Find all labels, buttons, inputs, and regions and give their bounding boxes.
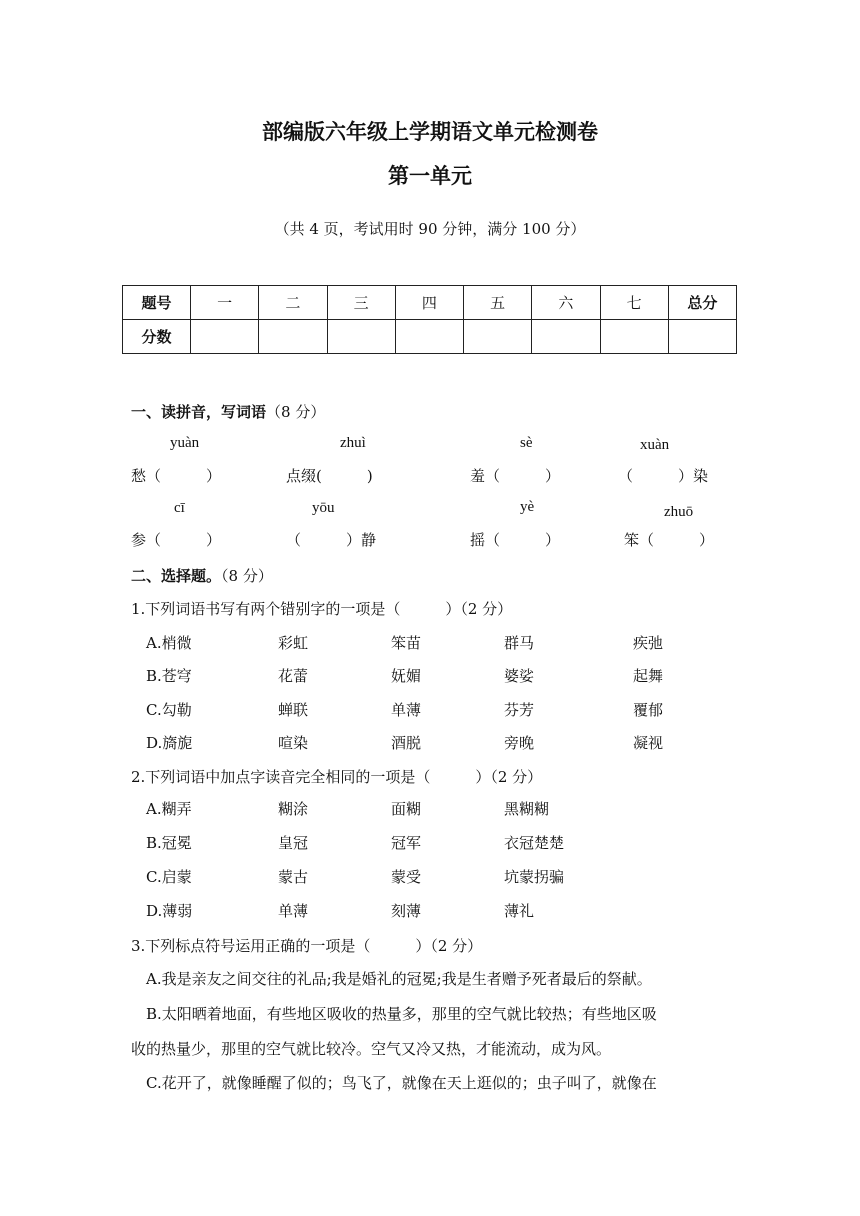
option-word: 妩媚	[391, 667, 422, 685]
word-blank: 参（ ）	[131, 531, 222, 549]
option-word: 酒脱	[391, 734, 422, 752]
word-blank: 摇（ ）	[470, 531, 561, 549]
option-word: B.冠冕	[146, 834, 192, 852]
score-table-cell	[395, 320, 463, 354]
option-word: 疾弛	[633, 634, 664, 652]
exam-title: 部编版六年级上学期语文单元检测卷	[262, 120, 598, 144]
section-2-points: （8 分）	[221, 567, 273, 585]
question-3-option-b-cont: 收的热量少，那里的空气就比较冷。空气又冷又热，才能流动，成为风。	[131, 1040, 612, 1058]
pinyin-label: yè	[520, 499, 535, 515]
question-3-stem: 3.下列标点符号运用正确的一项是（ ）（2 分）	[131, 937, 483, 955]
word-blank: 点缀( )	[286, 467, 373, 485]
section-2-heading	[131, 565, 273, 586]
question-3-option-a: A.我是亲友之间交往的礼品;我是婚礼的冠冕;我是生者赠予死者最后的祭献。	[146, 970, 652, 988]
option-word: C.勾勒	[146, 701, 192, 719]
option-word: 笨苗	[391, 634, 422, 652]
word-blank: 愁（ ）	[131, 467, 222, 485]
score-table-cell	[668, 320, 736, 354]
score-table-cell: 总分	[668, 286, 736, 320]
pinyin-label: yōu	[312, 500, 335, 516]
option-word: 黑糊糊	[504, 800, 550, 818]
score-table-cell: 四	[395, 286, 463, 320]
section-1-points: （8 分）	[266, 403, 326, 421]
exam-note: （共 4 页，考试用时 90 分钟，满分 100 分）	[274, 220, 586, 238]
score-table-header-row	[123, 286, 737, 320]
score-table-cell: 七	[600, 286, 668, 320]
pinyin-label: yuàn	[170, 435, 200, 451]
question-3-option-c: C.花开了，就像睡醒了似的；鸟飞了，就像在天上逛似的；虫子叫了，就像在	[146, 1074, 657, 1092]
score-table-cell	[259, 320, 327, 354]
option-word: 群马	[504, 634, 535, 652]
question-1-stem: 1.下列词语书写有两个错别字的一项是（ ）（2 分）	[131, 600, 513, 618]
score-table-cell	[532, 320, 600, 354]
option-word: 单薄	[278, 902, 309, 920]
option-word: 薄礼	[504, 902, 535, 920]
option-word: B.苍穹	[146, 667, 192, 685]
section-1-heading	[131, 401, 325, 422]
option-word: 覆郁	[633, 701, 664, 719]
option-word: 起舞	[633, 667, 664, 685]
option-word: 凝视	[633, 734, 664, 752]
score-table-cell	[464, 320, 532, 354]
option-word: 芬芳	[504, 701, 535, 719]
option-word: 蒙古	[278, 868, 309, 886]
option-word: 皇冠	[278, 834, 309, 852]
option-word: A.糊弄	[146, 800, 192, 818]
score-table-cell: 二	[259, 286, 327, 320]
option-word: D.旖旎	[146, 734, 193, 752]
question-2-stem: 2.下列词语中加点字读音完全相同的一项是（ ）（2 分）	[131, 768, 543, 786]
score-table-cell: 一	[191, 286, 259, 320]
option-word: D.薄弱	[146, 902, 193, 920]
score-table-cell: 六	[532, 286, 600, 320]
option-word: 旁晚	[504, 734, 535, 752]
option-word: A.梢微	[146, 634, 192, 652]
score-table-cell	[191, 320, 259, 354]
option-word: 坑蒙拐骗	[504, 868, 565, 886]
pinyin-label: zhuì	[340, 435, 366, 451]
option-word: 喧染	[278, 734, 309, 752]
section-1-title: 一、读拼音，写词语	[131, 403, 267, 421]
option-word: 婆娑	[504, 667, 535, 685]
option-word: 刻薄	[391, 902, 422, 920]
option-word: 花蕾	[278, 667, 309, 685]
option-word: C.启蒙	[146, 868, 192, 886]
pinyin-label: cī	[174, 500, 185, 516]
option-word: 蝉联	[278, 701, 309, 719]
unit-subtitle: 第一单元	[388, 164, 472, 188]
word-blank: （ ）染	[618, 467, 709, 485]
score-table-cell: 分数	[123, 320, 191, 354]
pinyin-label: xuàn	[640, 437, 670, 453]
question-3-option-b: B.太阳晒着地面，有些地区吸收的热量多，那里的空气就比较热；有些地区吸	[146, 1005, 657, 1023]
option-word: 冠军	[391, 834, 422, 852]
score-table-score-row	[123, 320, 737, 354]
score-table	[122, 285, 737, 354]
word-blank: 羞（ ）	[470, 467, 561, 485]
option-word: 蒙受	[391, 868, 422, 886]
option-word: 彩虹	[278, 634, 309, 652]
option-word: 衣冠楚楚	[504, 834, 565, 852]
pinyin-label: zhuō	[664, 504, 694, 520]
option-word: 单薄	[391, 701, 422, 719]
word-blank: （ ）静	[286, 531, 377, 549]
score-table-cell: 题号	[123, 286, 191, 320]
score-table-cell	[600, 320, 668, 354]
word-blank: 笨（ ）	[624, 531, 715, 549]
score-table-cell: 五	[464, 286, 532, 320]
score-table-cell	[327, 320, 395, 354]
option-word: 面糊	[391, 800, 422, 818]
score-table-cell: 三	[327, 286, 395, 320]
option-word: 糊涂	[278, 800, 309, 818]
pinyin-label: sè	[520, 435, 533, 451]
section-2-title: 二、选择题。	[131, 567, 222, 585]
